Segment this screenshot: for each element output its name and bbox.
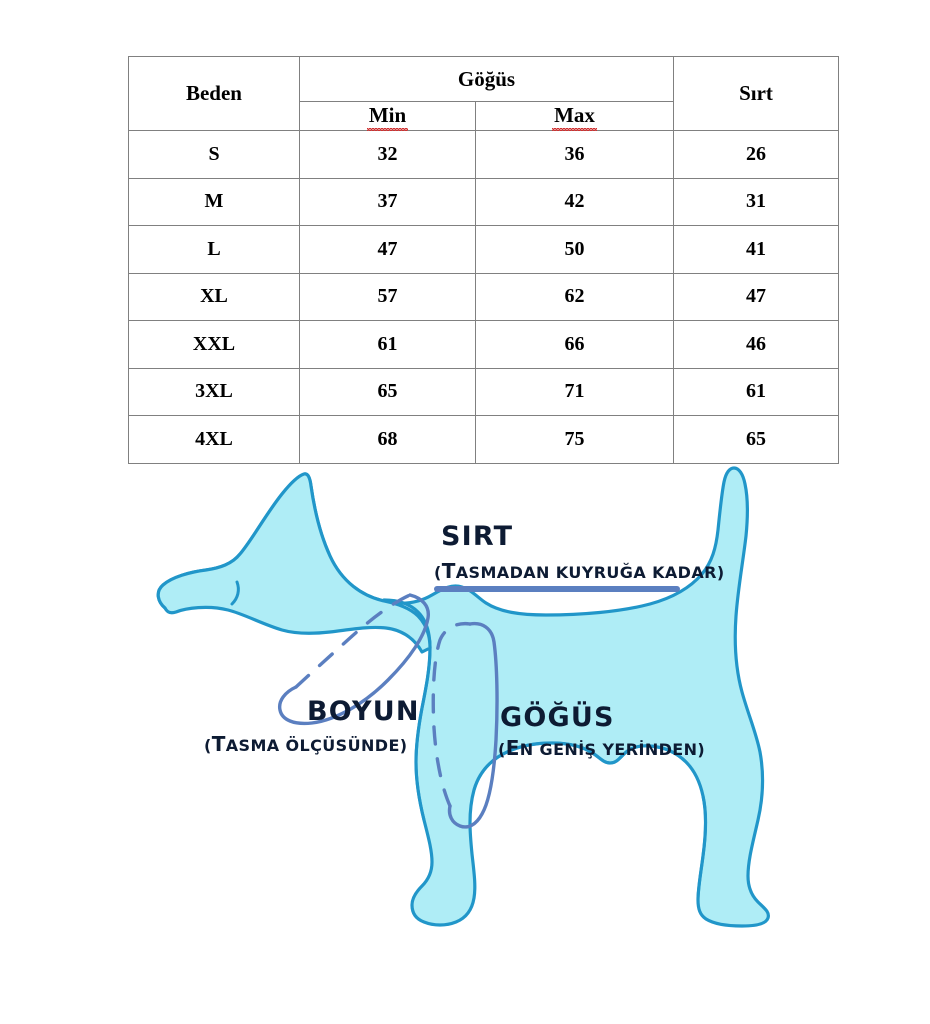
dog-measurement-diagram [0, 452, 930, 1024]
header-gogus-min [300, 102, 476, 131]
label-sirt [434, 521, 725, 583]
cell-chest-min: 61 [300, 321, 476, 369]
label-boyun-subtitle-open: ( [204, 736, 212, 755]
table-row [129, 321, 839, 369]
cell-chest-max: 36 [476, 131, 674, 179]
header-beden: Beden [129, 57, 300, 131]
label-gogus-subtitle-rest: N GENİŞ YERİNDEN) [519, 740, 706, 759]
size-table-container [128, 56, 838, 464]
table-row [129, 226, 839, 274]
cell-size: L [129, 226, 300, 274]
size-table [128, 56, 839, 464]
cell-size: XL [129, 273, 300, 321]
cell-chest-max: 66 [476, 321, 674, 369]
cell-chest-max: 50 [476, 226, 674, 274]
label-boyun-subtitle-rest: ASMA ÖLÇÜSÜNDE) [225, 736, 408, 755]
table-row [129, 368, 839, 416]
cell-back: 26 [674, 131, 839, 179]
cell-back: 31 [674, 178, 839, 226]
cell-chest-max: 62 [476, 273, 674, 321]
label-boyun [204, 696, 420, 756]
cell-size: M [129, 178, 300, 226]
table-body [129, 131, 839, 464]
cell-back: 61 [674, 368, 839, 416]
table-header [129, 57, 839, 131]
label-sirt-subtitle-open: ( [434, 563, 442, 582]
cell-back: 47 [674, 273, 839, 321]
header-gogus-max-text: Max [554, 103, 595, 130]
label-sirt-subtitle-rest: ASMADAN KUYRUĞA KADAR) [455, 563, 725, 582]
cell-back: 65 [674, 416, 839, 464]
table-row [129, 178, 839, 226]
cell-chest-min: 65 [300, 368, 476, 416]
table-row [129, 273, 839, 321]
header-sirt: Sırt [674, 57, 839, 131]
cell-chest-max: 71 [476, 368, 674, 416]
label-gogus-title: GÖĞÜS [500, 702, 615, 733]
cell-chest-min: 37 [300, 178, 476, 226]
cell-back: 46 [674, 321, 839, 369]
cell-size: XXL [129, 321, 300, 369]
label-sirt-title: SIRT [441, 521, 514, 552]
table-header-row-primary [129, 57, 839, 102]
label-sirt-subtitle-cap: T [441, 559, 456, 583]
header-gogus-min-text: Min [369, 103, 406, 130]
label-gogus-subtitle-cap: E [505, 736, 520, 760]
cell-size: S [129, 131, 300, 179]
label-gogus-subtitle [498, 736, 705, 760]
label-sirt-subtitle [434, 559, 725, 583]
cell-size: 4XL [129, 416, 300, 464]
cell-chest-min: 47 [300, 226, 476, 274]
label-boyun-subtitle [204, 732, 408, 756]
header-gogus-max [476, 102, 674, 131]
label-gogus-subtitle-open: ( [498, 740, 506, 759]
label-boyun-title: BOYUN [307, 696, 420, 727]
cell-chest-max: 42 [476, 178, 674, 226]
label-boyun-subtitle-cap: T [211, 732, 226, 756]
header-gogus: Göğüs [300, 57, 674, 102]
cell-chest-max: 75 [476, 416, 674, 464]
cell-size: 3XL [129, 368, 300, 416]
cell-chest-min: 32 [300, 131, 476, 179]
cell-chest-min: 68 [300, 416, 476, 464]
cell-chest-min: 57 [300, 273, 476, 321]
cell-back: 41 [674, 226, 839, 274]
table-row [129, 131, 839, 179]
